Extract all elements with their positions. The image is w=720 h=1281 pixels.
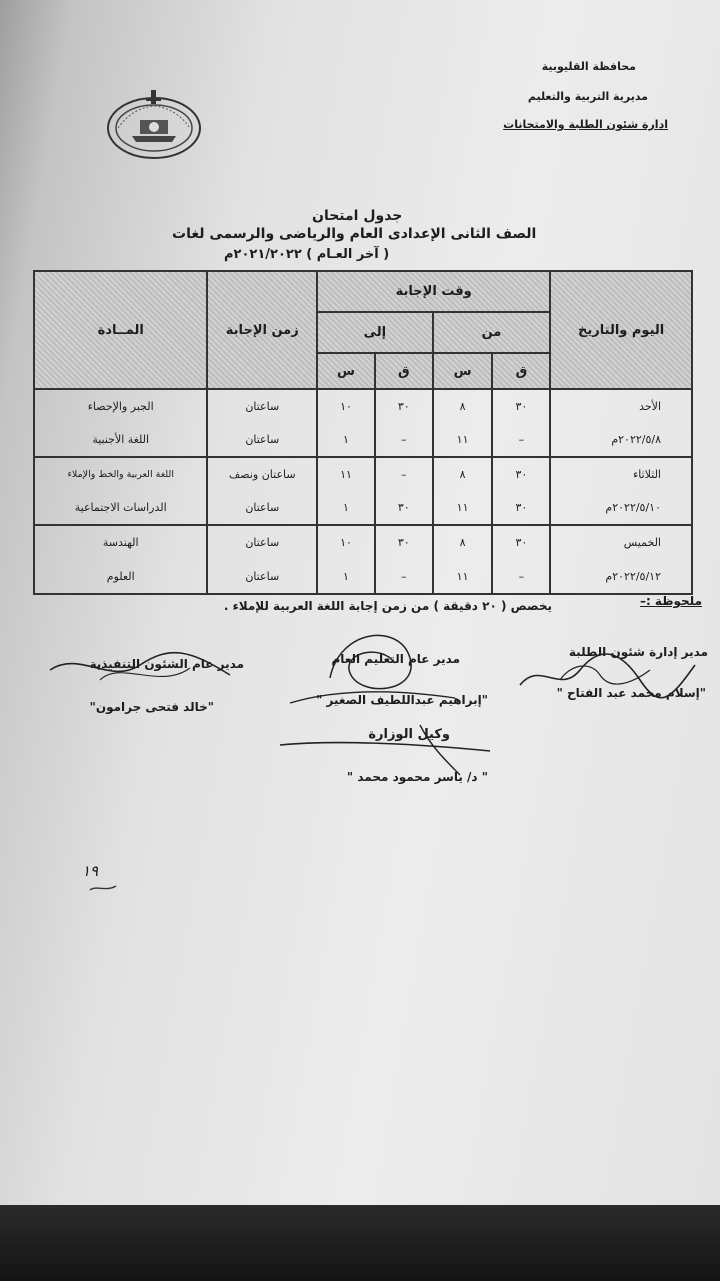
value: – <box>401 468 407 482</box>
header-from: من <box>433 312 551 353</box>
value: ١٠ <box>340 400 352 414</box>
value: – <box>401 433 407 447</box>
signature-title-executive-affairs: مدير عام الشئون التنفيذية <box>89 657 244 671</box>
governorate-name: محافظة القليوبية <box>541 60 636 73</box>
value: ساعتان <box>245 569 280 583</box>
to-hour-cell <box>317 525 375 594</box>
exam-date: ٢٠٢٢/٥/١٢م <box>605 569 661 583</box>
signature-scribble-executive-affairs <box>40 640 240 700</box>
duration-cell <box>207 389 317 457</box>
subject-name: الهندسة <box>102 536 139 550</box>
day-date-cell <box>550 457 692 525</box>
day-name: الثلاثاء <box>633 468 661 482</box>
deputy-title: وكيل الوزارة <box>368 727 450 742</box>
value: ٣٠ <box>515 400 528 414</box>
day-date-cell <box>550 389 692 457</box>
subject-cell <box>34 525 207 594</box>
exam-schedule-table <box>33 270 693 595</box>
from-min-cell <box>492 389 550 457</box>
value: ١٠ <box>340 536 352 550</box>
header-answer-time: وقت الإجابة <box>317 271 550 312</box>
directorate-name: مديرية التربية والتعليم <box>527 90 648 103</box>
table-row <box>34 457 692 525</box>
deputy-name: " د/ ياسر محمود محمد " <box>346 770 488 784</box>
duration-cell <box>207 457 317 525</box>
day-name: الأحد <box>639 400 661 414</box>
value: ٣٠ <box>397 501 410 515</box>
value: ١١ <box>456 501 469 515</box>
header-day-date: اليوم والتاريخ <box>550 271 692 389</box>
note-label: ملحوظة :– <box>639 594 702 608</box>
from-hour-cell <box>433 457 493 525</box>
document-title: جدول امتحان <box>312 208 403 224</box>
value: ٣٠ <box>515 536 528 550</box>
signature-name-executive-affairs: "خالد فتحى جرامون" <box>89 700 214 714</box>
header-to-min: ق <box>375 353 433 390</box>
to-min-cell <box>375 389 433 457</box>
from-hour-cell <box>433 525 493 594</box>
header-from-min: ق <box>492 353 550 390</box>
value: ٨ <box>459 468 466 482</box>
value: ٨ <box>459 536 466 550</box>
from-min-cell <box>492 457 550 525</box>
value: ساعتان <box>245 536 280 550</box>
exam-date: ٢٠٢٢/٥/١٠م <box>605 501 661 515</box>
day-date-cell <box>550 525 692 594</box>
signature-name-students-affairs: "إسلام محمد عبد الفتاح " <box>556 686 706 700</box>
ministry-emblem <box>102 88 206 162</box>
value: ساعتان <box>245 433 280 447</box>
value: ١ <box>343 569 349 583</box>
table-row <box>34 525 692 594</box>
signature-scribble-general-education <box>270 618 470 718</box>
subject-cell <box>34 389 207 457</box>
exam-term: ( آخر العـام ) ٢٠٢١/٢٠٢٢م <box>224 247 390 262</box>
value: – <box>518 433 525 447</box>
value: – <box>401 569 407 583</box>
subject-name: الدراسات الاجتماعية <box>74 500 167 514</box>
table-row <box>34 389 692 457</box>
value: – <box>518 569 525 583</box>
page-number-underline <box>88 882 118 894</box>
header-to: إلى <box>317 312 433 353</box>
value: ١ <box>343 501 349 515</box>
value: ٣٠ <box>515 468 528 482</box>
value: ١١ <box>456 433 469 447</box>
day-name: الخميس <box>623 536 661 550</box>
page-number: ١٩ <box>82 862 99 880</box>
signature-title-students-affairs: مدير إدارة شئون الطلبة <box>568 645 708 659</box>
duration-cell <box>207 525 317 594</box>
header-duration: زمن الإجابة <box>207 271 317 389</box>
administration-name: ادارة شئون الطلبة والامتحانات <box>503 118 668 131</box>
note-text: يخصص ( ٢٠ دقيقة ) من زمن إجابة اللغة العربية للإملاء . <box>223 599 552 613</box>
value: ساعتان ونصف <box>228 468 296 482</box>
signature-title-general-education: مدير عام التعليم العام <box>331 652 460 666</box>
from-min-cell <box>492 525 550 594</box>
from-hour-cell <box>433 389 493 457</box>
value: ٣٠ <box>397 400 410 414</box>
value: ١١ <box>456 569 469 583</box>
to-hour-cell <box>317 389 375 457</box>
signature-scribble-students-affairs <box>500 640 710 710</box>
grade-title: الصف الثانى الإعدادى العام والرياضى والرسمى لغات <box>172 226 537 242</box>
subject-name: اللغة الأجنبية <box>92 433 150 447</box>
exam-date: ٢٠٢٢/٥/٨م <box>611 433 661 447</box>
header-from-hour: س <box>433 353 493 390</box>
value: ٣٠ <box>397 536 410 550</box>
to-min-cell <box>375 457 433 525</box>
header-to-hour: س <box>317 353 375 390</box>
background-surface <box>0 1205 720 1281</box>
value: ١١ <box>340 468 352 482</box>
value: ١ <box>343 433 349 447</box>
to-hour-cell <box>317 457 375 525</box>
subject-name: الجبر والإحصاء <box>87 400 154 414</box>
value: ساعتان <box>245 501 280 515</box>
signature-scribble-deputy <box>270 715 500 785</box>
subject-name: اللغة العربية والخط والإملاء <box>67 468 174 480</box>
header-subject: المــادة <box>34 271 207 389</box>
signature-name-general-education: "إبراهيم عبداللطيف الصغير " <box>316 693 488 707</box>
subject-cell <box>34 457 207 525</box>
to-min-cell <box>375 525 433 594</box>
subject-name: العلوم <box>106 569 135 583</box>
value: ٨ <box>459 400 466 414</box>
value: ٣٠ <box>515 501 528 515</box>
value: ساعتان <box>245 400 280 414</box>
